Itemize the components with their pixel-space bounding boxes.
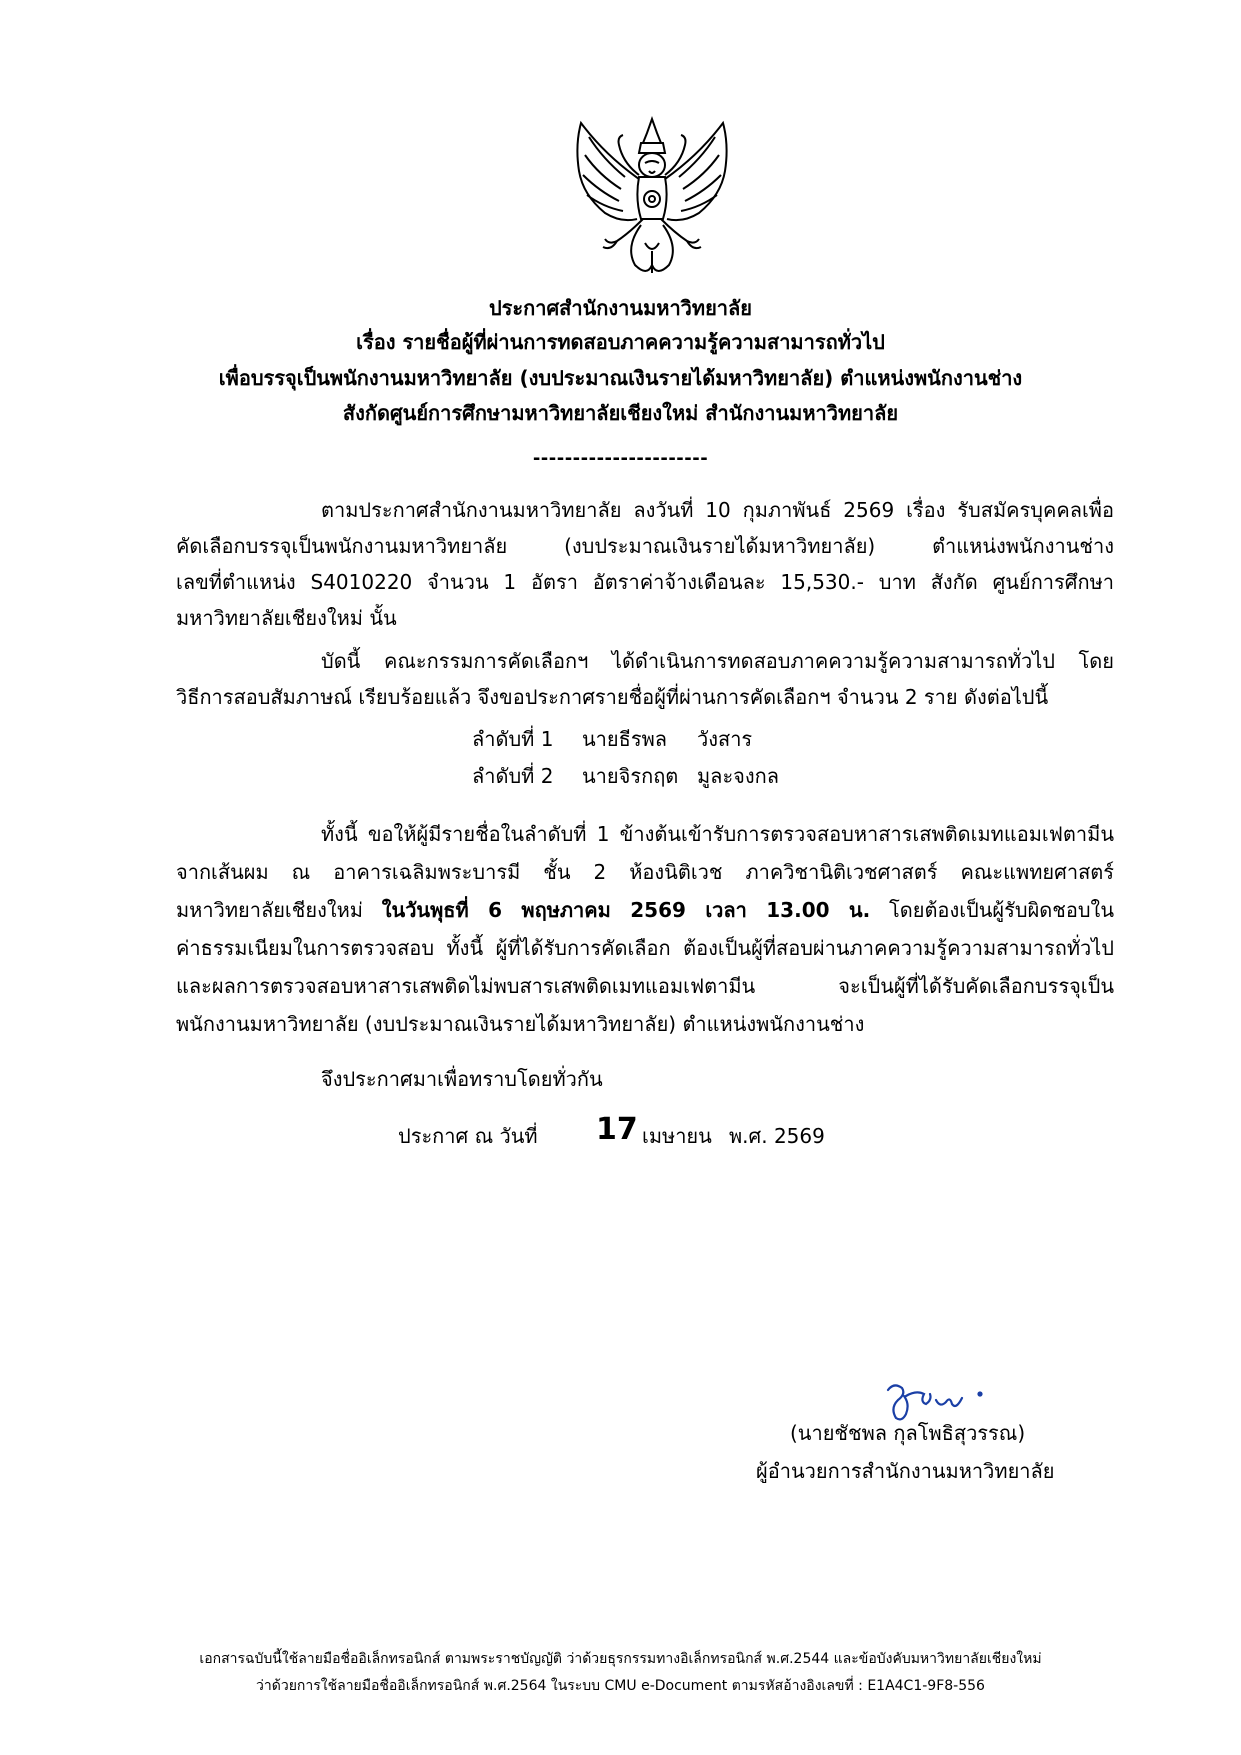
paragraph3-line-6: พนักงานมหาวิทยาลัย (งบประมาณเงินรายได้มหาวิทยาลัย) ตำแหน่งพนักงานช่าง: [176, 1012, 865, 1036]
announce-date-prefix: ประกาศ ณ วันที่: [398, 1124, 538, 1148]
paragraph2-line-2: วิธีการสอบสัมภาษณ์ เรียบร้อยแล้ว จึงขอประกาศรายชื่อผู้ที่ผ่านการคัดเลือกฯ จำนวน 2 ราย ดังต่อไปนี้: [176, 685, 1049, 709]
paragraph1-line-2: คัดเลือกบรรจุเป็นพนักงานมหาวิทยาลัย (งบประมาณเงินรายได้มหาวิทยาลัย) ตำแหน่งพนักงานช่าง: [176, 534, 1114, 558]
announce-date-day: 17: [596, 1112, 638, 1147]
paragraph3-line-5: และผลการตรวจสอบหาสารเสพติดไม่พบสารเสพติดเมทแอมเฟตามีน จะเป็นผู้ที่ได้รับคัดเลือกบรรจุเป็น: [176, 974, 1114, 998]
paragraph3-line-4: ค่าธรรมเนียมในการตรวจสอบ ทั้งนี้ ผู้ที่ได้รับการคัดเลือก ต้องเป็นผู้ที่สอบผ่านภาคความรู้ความสามารถทั่วไป: [176, 936, 1114, 960]
announce-date-month: เมษายน: [642, 1124, 712, 1148]
title-line-1: ประกาศสำนักงานมหาวิทยาลัย: [488, 296, 753, 320]
title-line-4: สังกัดศูนย์การศึกษามหาวิทยาลัยเชียงใหม่ สำนักงานมหาวิทยาลัย: [342, 401, 899, 425]
exam-date-highlight: ในวันพุธที่ 6 พฤษภาคม 2569 เวลา 13.00 น.: [381, 898, 871, 922]
paragraph1-line-3: เลขที่ตำแหน่ง S4010220 จำนวน 1 อัตรา อัตราค่าจ้างเดือนละ 15,530.- บาท สังกัด ศูนย์การศึกษา: [176, 570, 1114, 594]
signer-position: ผู้อำนวยการสำนักงานมหาวิทยาลัย: [756, 1459, 1055, 1483]
paragraph3-line-2: จากเส้นผม ณ อาคารเฉลิมพระบารมี ชั้น 2 ห้องนิติเวช ภาควิชานิติเวชศาสตร์ คณะแพทยศาสตร์: [176, 860, 1114, 884]
candidate-2-name: นายจิรกฤต: [582, 764, 679, 788]
title-line-2: เรื่อง รายชื่อผู้ที่ผ่านการทดสอบภาคความรู้ความสามารถทั่วไป: [356, 330, 885, 354]
announce-date-year: พ.ศ. 2569: [729, 1124, 825, 1148]
footer-line-1: เอกสารฉบับนี้ใช้ลายมือชื่ออิเล็กทรอนิกส์ ตามพระราชบัญญัติ ว่าด้วยธุรกรรมทางอิเล็กทรอนิกส์ พ.ศ.2544 และข้อบังคับมหาวิทยาลัยเชียงใหม่: [199, 1651, 1042, 1667]
title-separator: ----------------------: [532, 448, 709, 469]
candidate-2-order: ลำดับที่ 2: [472, 764, 554, 788]
paragraph2-line-1: บัดนี้ คณะกรรมการคัดเลือกฯ ได้ดำเนินการทดสอบภาคความรู้ความสามารถทั่วไป โดย: [321, 649, 1114, 673]
candidate-2-surname: มูละจงกล: [697, 764, 780, 788]
garuda-emblem-icon: [565, 115, 740, 280]
signer-name: (นายชัชพล กุลโพธิสุวรรณ): [790, 1421, 1026, 1445]
closing-line: จึงประกาศมาเพื่อทราบโดยทั่วกัน: [321, 1067, 603, 1091]
paragraph1-line-4: มหาวิทยาลัยเชียงใหม่ นั้น: [176, 606, 397, 630]
candidate-1-surname: วังสาร: [697, 727, 753, 751]
paragraph3-line-3: [176, 894, 1114, 926]
candidate-1-name: นายธีรพล: [582, 727, 668, 751]
paragraph3-line-1: ทั้งนี้ ขอให้ผู้มีรายชื่อในลำดับที่ 1 ข้างต้นเข้ารับการตรวจสอบหาสารเสพติดเมทแอมเฟตามีน: [321, 822, 1114, 846]
title-line-3: เพื่อบรรจุเป็นพนักงานมหาวิทยาลัย (งบประมาณเงินรายได้มหาวิทยาลัย) ตำแหน่งพนักงานช่าง: [218, 366, 1023, 390]
paragraph1-line-1: ตามประกาศสำนักงานมหาวิทยาลัย ลงวันที่ 10 กุมภาพันธ์ 2569 เรื่อง รับสมัครบุคคลเพื่อ: [321, 498, 1114, 522]
paragraph3-line-3-post: โดยต้องเป็นผู้รับผิดชอบใน: [870, 898, 1114, 922]
candidate-1-order: ลำดับที่ 1: [472, 727, 554, 751]
footer-line-2: ว่าด้วยการใช้ลายมือชื่ออิเล็กทรอนิกส์ พ.ศ.2564 ในระบบ CMU e-Document ตามรหัสอ้างอิงเลขที่ : E1A4C1-9F8-556: [256, 1678, 985, 1694]
paragraph3-line-3-pre: มหาวิทยาลัยเชียงใหม่: [176, 898, 382, 922]
